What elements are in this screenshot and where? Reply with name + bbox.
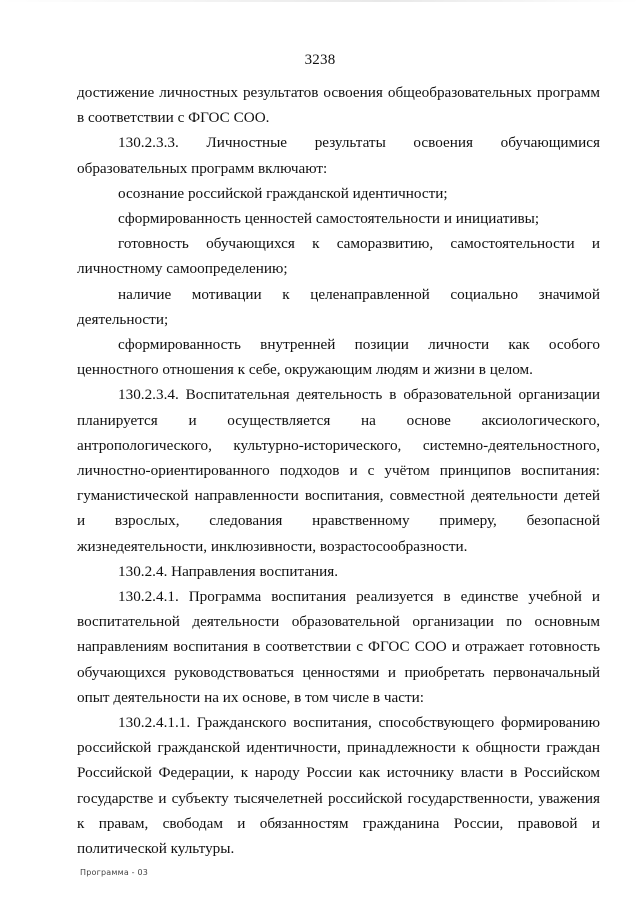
paragraph: 130.2.3.4. Воспитательная деятельность в образовательной организации планируется и осуществляется на основе аксиологического, антропологического, культурно-исторического, системно-деятельностного, личностно-ориентированного подходов и с учётом принципов воспитания: гуманистической направленности воспитания, совместной деятельности детей и взрослых, следования нравственному примеру, безопасной жизнедеятельности, инклюзивности, возрастосообразности.: [77, 386, 600, 555]
paragraph: 130.2.4.1.1. Гражданского воспитания, способствующего формированию российской гражданской идентичности, принадлежности к общности граждан Российской Федерации, к народу России как источнику власти в Российском государстве и субъекту тысячелетней российской государственности, уважения к правам, свободам и обязанностям гражданина России, правовой и политической культуры.: [77, 714, 600, 858]
list-item: сформированность ценностей самостоятельности и инициативы;: [118, 210, 540, 228]
section-heading: 130.2.4. Направления воспитания.: [118, 562, 339, 580]
footer-mark: Программа - 03: [80, 868, 149, 877]
page-number: 3238: [304, 52, 336, 68]
paragraph: достижение личностных результатов освоения общеобразовательных программ в соответствии с ФГОС СОО.: [77, 84, 600, 127]
scan-edge: [0, 0, 640, 2]
document-body: [77, 80, 600, 861]
list-item: готовность обучающихся к саморазвитию, самостоятельности и личностному самоопределению;: [77, 235, 600, 278]
paragraph: 130.2.4.1. Программа воспитания реализуется в единстве учебной и воспитательной деятельности образовательной организации по основным направлениям воспитания в соответствии с ФГОС СОО и отражает готовность обучающихся руководствоваться ценностями и приобретать первоначальный опыт деятельности на их основе, в том числе в части:: [77, 588, 600, 706]
list-item: сформированность внутренней позиции личности как особого ценностного отношения к себе, окружающим людям и жизни в целом.: [77, 336, 600, 379]
list-item: осознание российской гражданской идентичности;: [118, 184, 448, 202]
paragraph: 130.2.3.3. Личностные результаты освоения обучающимися образовательных программ включают:: [77, 134, 600, 177]
list-item: наличие мотивации к целенаправленной социально значимой деятельности;: [77, 285, 600, 328]
